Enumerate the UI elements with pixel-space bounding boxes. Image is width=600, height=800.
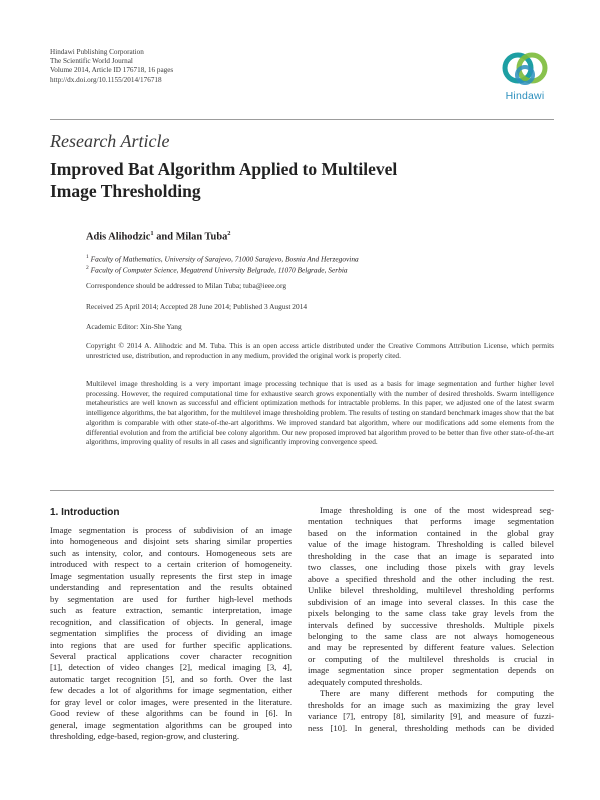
logo-wordmark: Hindawi — [505, 90, 545, 102]
text-line: such as feature extraction, semantic interpretation, image — [50, 605, 292, 616]
title-line: Image Thresholding — [50, 180, 201, 201]
affiliation-mark: 2 — [86, 265, 89, 271]
text-line: automatic target recognition [5], and so forth. Over the last — [50, 673, 292, 684]
text-line: variance [7], entropy [8], similarity [9], and measure of fuzzi- — [308, 711, 554, 722]
text-line: Good review of these algorithms can be found in [6]. In — [50, 708, 292, 719]
text-line: Unlike bilevel thresholding, multilevel thresholding performs — [308, 585, 554, 596]
publisher-name: Hindawi Publishing Corporation — [50, 48, 144, 56]
text-line: into regions that are used for further specific applications. — [50, 639, 292, 650]
abstract: Multilevel image thresholding is a very important image processing technique that is used as a basis for image segmentation and further higher level processing. However, the required computational time for exhaustive search grows exponentially with the number of desired thresholds. Swarm intelligence metaheuristics are well known as successful and efficient optimization methods for intractable problems. In this paper, we adjusted one of the latest swarm intelligence algorithms, the bat algorithm, for the multilevel image thresholding problem. The results of testing on standard benchmark images show that the bat algorithm is comparable with other state-of-the-art algorithms. We improved standard bat algorithm, where our modifications add some elements from the differential evolution and from the artificial bee colony algorithm. Our new proposed improved bat algorithm proved to be better than five other state-of-the-art algorithms, improving quality of results in all cases and significantly improving convergence speed. — [86, 379, 554, 447]
author-affiliation-mark: 1 — [150, 230, 154, 237]
text-line: pixels belonging to the same class take gray levels from the — [308, 608, 554, 619]
text-line: recognition, and classification of objects. In general, image — [50, 616, 292, 627]
text-line: Image thresholding is one of the most widespread seg- — [320, 505, 554, 515]
text-line: or computing of the multilevel thresholds is crucial in — [308, 653, 554, 664]
author-conjunction: and — [153, 231, 176, 243]
text-line: thresholding in the case that an image is separated into — [308, 550, 554, 561]
journal-header — [50, 48, 173, 85]
text-line: Image segmentation is process of subdivision of an image — [50, 525, 292, 535]
text-line: and may be represented by different feature values. Selection — [308, 642, 554, 653]
text-line: thresholding, edge-based, region-grow, and clustering. — [50, 731, 240, 742]
text-line: introduced with respect to a certain criterion of homogeneity. — [50, 559, 292, 570]
author-list — [86, 230, 231, 242]
doi-link[interactable]: http://dx.doi.org/10.1155/2014/176718 — [50, 75, 162, 84]
journal-name: The Scientific World Journal — [50, 57, 133, 66]
text-line: general, image segmentation algorithms can be grouped into — [50, 719, 292, 730]
text-line: ness [10]. In general, thresholding methods can be divided — [308, 722, 554, 733]
body-column-left — [50, 525, 292, 743]
text-line: for gray level or color images, were presented in the literature. — [50, 696, 292, 707]
text-line: belonging to the same class are not always homogeneous — [308, 630, 554, 641]
publication-dates: Received 25 April 2014; Accepted 28 June 2014; Published 3 August 2014 — [86, 302, 308, 311]
header-divider — [50, 119, 554, 120]
text-line: There are many different methods for computing the — [320, 688, 554, 699]
text-line: based on the information contained in the global gray — [308, 527, 554, 538]
text-line: by segmentation are used for further high-level methods — [50, 593, 292, 604]
copyright-notice: Copyright © 2014 A. Alihodzic and M. Tuba. This is an open access article distributed under the Creative Commons Attribution License, which permits unrestricted use, distribution, and reproduction in any medium, provided the original work is properly cited. — [86, 341, 554, 360]
text-line: [1], detection of video changes [2], medical imaging [3, 4], — [50, 662, 292, 673]
text-line: segmentation simplifies the process of dividing an image — [50, 628, 292, 639]
text-line: adequately computed thresholds. — [308, 676, 423, 687]
volume-info: Volume 2014, Article ID 176718, 16 pages — [50, 66, 174, 75]
affiliation — [86, 263, 348, 275]
text-line: mentation techniques that performs image segmentation — [308, 516, 554, 527]
text-line: Several practical applications cover character recognition — [50, 650, 292, 661]
text-line: Image segmentation usually represents the first step in image — [50, 570, 292, 581]
affiliation-text: Faculty of Mathematics, University of Sarajevo, 71000 Sarajevo, Bosnia And Herzegovina — [90, 254, 359, 264]
text-line: intervals defined by successive thresholds. Multiple pixels — [308, 619, 554, 630]
text-line: understanding and representation and the results obtained — [50, 582, 292, 593]
hindawi-logo-icon — [496, 48, 554, 90]
hindawi-logo — [496, 48, 554, 108]
abstract-divider — [50, 490, 554, 491]
affiliation-text: Faculty of Computer Science, Megatrend University Belgrade, 11070 Belgrade, Serbia — [90, 265, 348, 275]
section-heading: 1. Introduction — [50, 507, 120, 518]
text-line: subdivision of an image into several classes. In this case the — [308, 596, 554, 607]
author-name: Adis Alihodzic — [86, 231, 151, 243]
body-column-right — [308, 505, 554, 734]
text-line: above a specified threshold and the other including the rest. — [308, 573, 554, 584]
text-line: value of the image histogram. Thresholding is called bilevel — [308, 539, 554, 550]
article-title — [50, 159, 530, 202]
text-line: thresholds for an image such as maximizing the gray level — [308, 699, 554, 710]
affiliation-mark: 1 — [86, 254, 89, 260]
text-line: few decades a lot of algorithms for image segmentation, either — [50, 685, 292, 696]
correspondence-note: Correspondence should be addressed to Milan Tuba; tuba@ieee.org — [86, 281, 287, 290]
article-type: Research Article — [50, 131, 170, 151]
author-affiliation-mark: 2 — [227, 230, 231, 237]
text-line: two classes, one including those pixels with gray levels — [308, 562, 554, 573]
text-line: into homogeneous and disjoint sets sharing similar properties — [50, 536, 292, 547]
academic-editor: Academic Editor: Xin-She Yang — [86, 322, 182, 331]
text-line: image segmentation since proper segmentation depends on — [308, 665, 554, 676]
text-line: such as intensity, color, and contours. Homogeneous sets are — [50, 547, 292, 558]
author-name: Milan Tuba — [175, 231, 228, 243]
title-line: Improved Bat Algorithm Applied to Multilevel — [50, 159, 398, 179]
